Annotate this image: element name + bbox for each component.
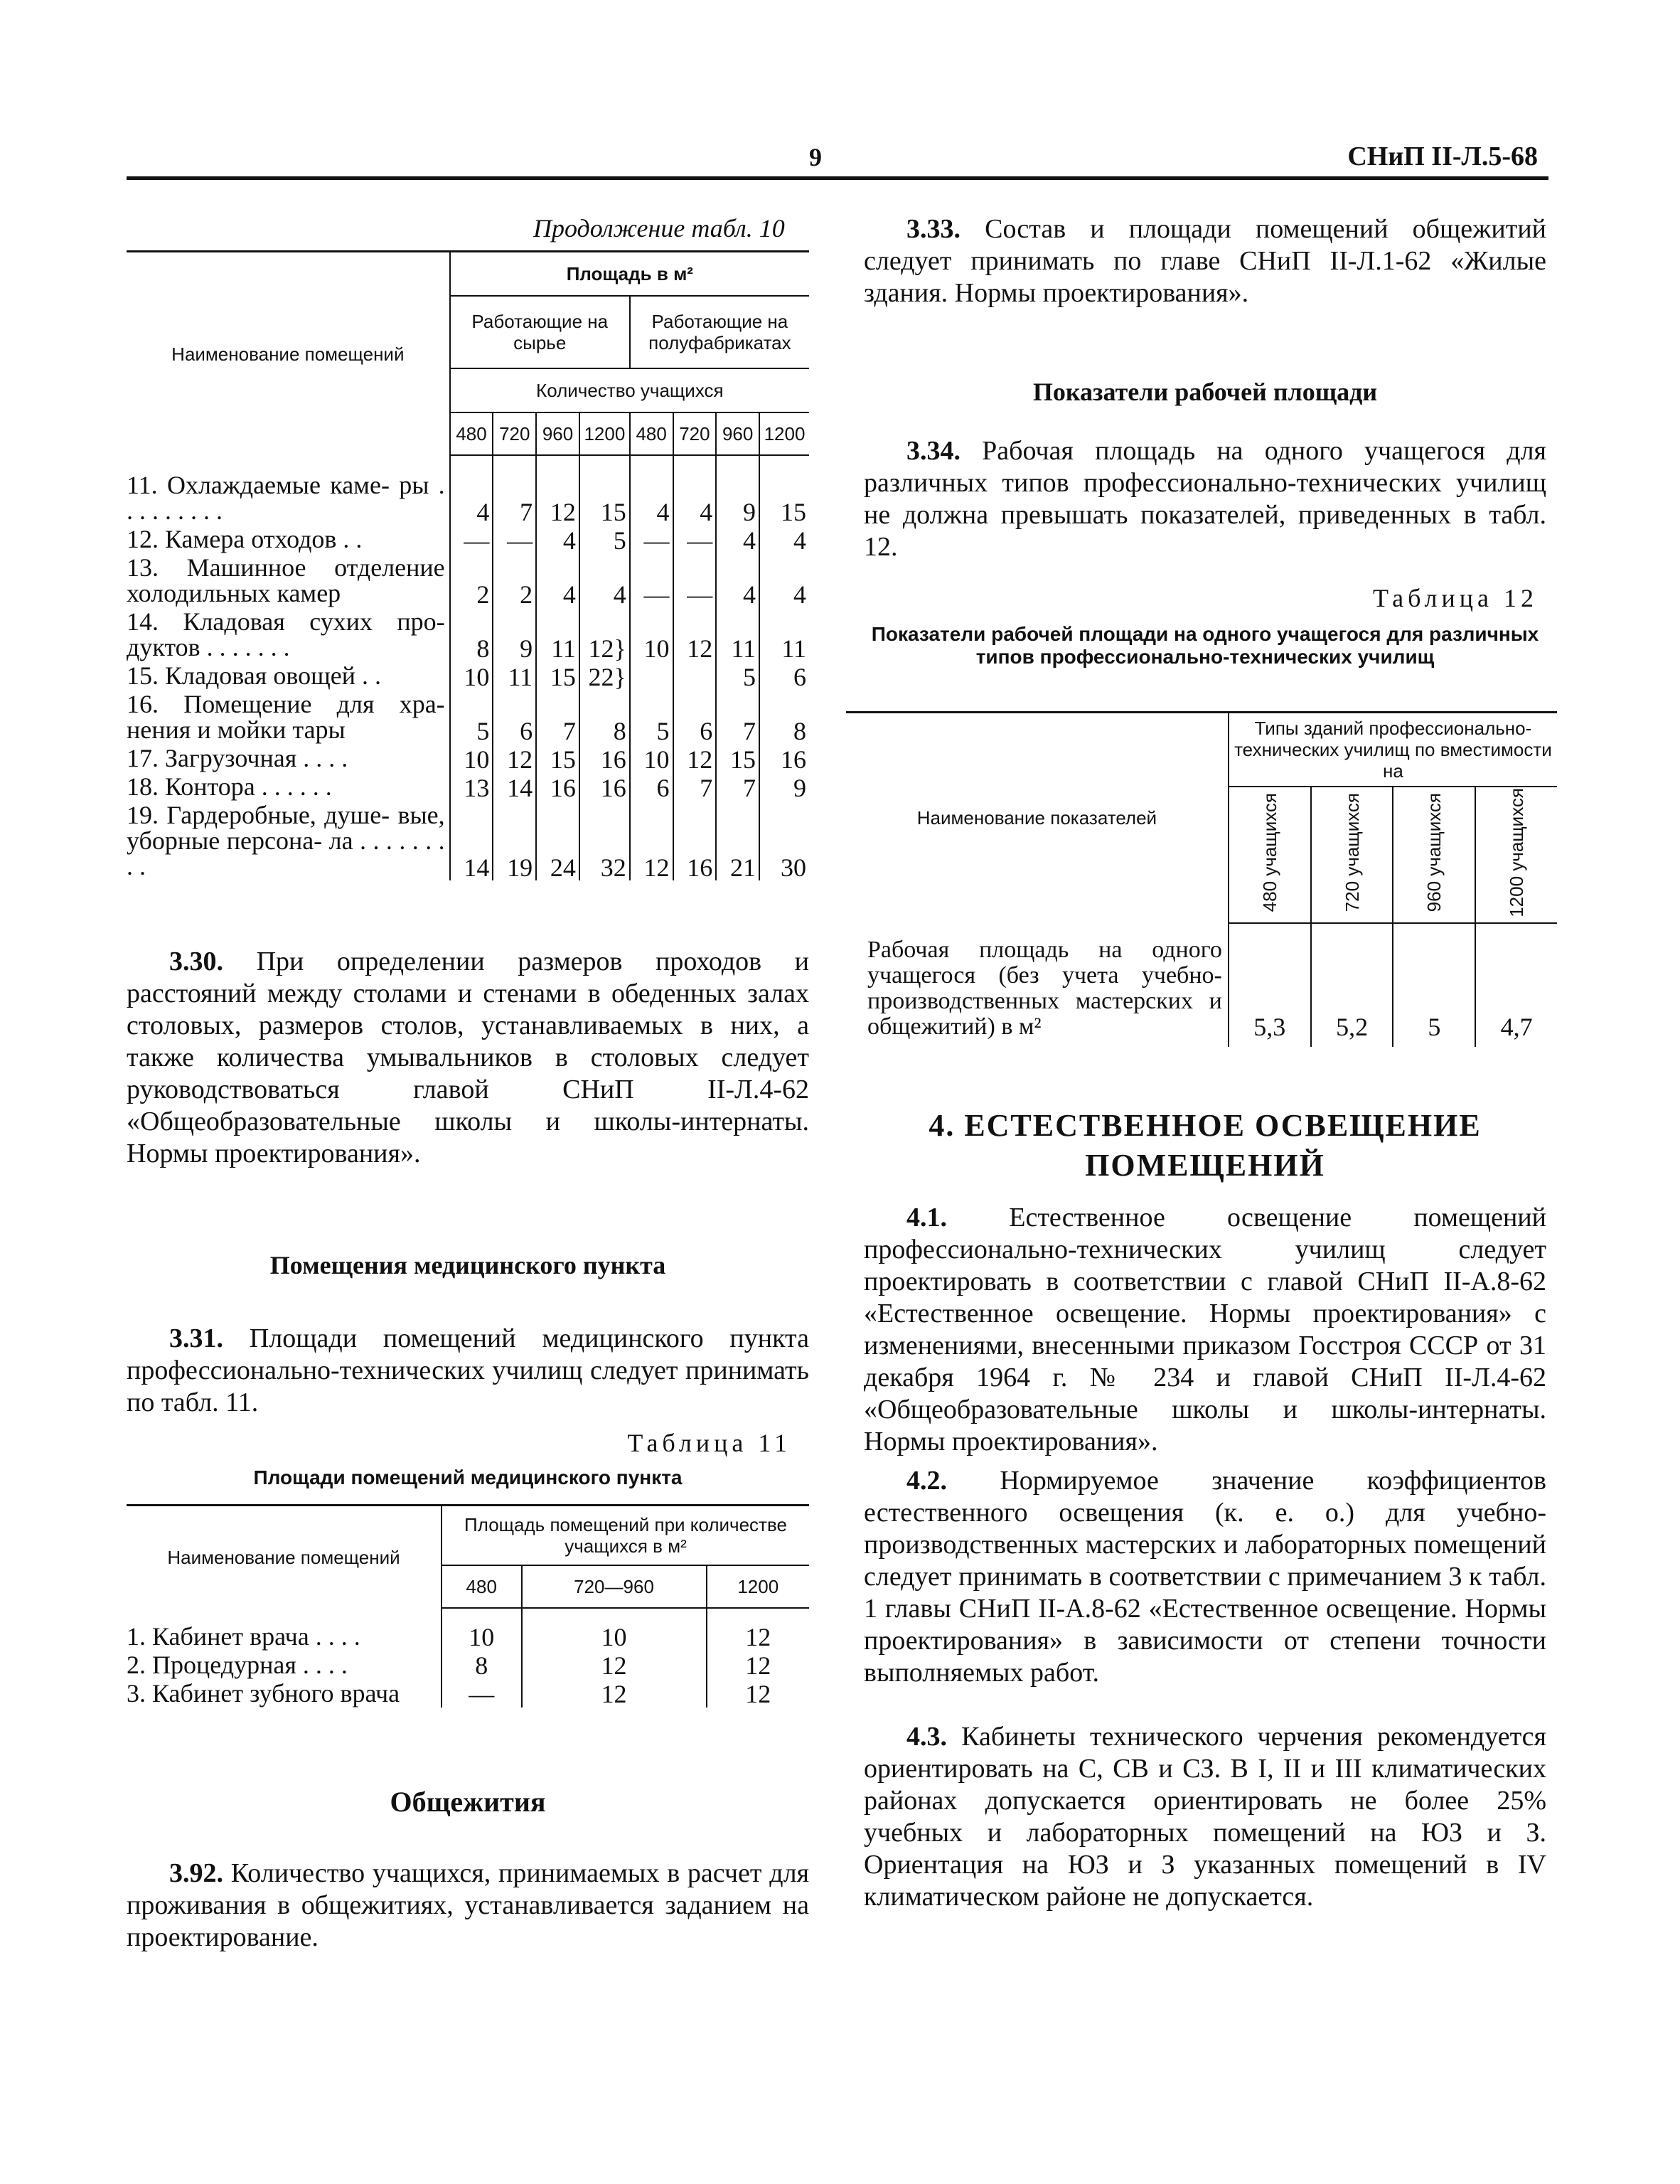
table10-value: 12 xyxy=(493,744,536,772)
table10-row-name: 19. Гардеробные, душе- вые, уборные персона- ла . . . . . . . . . xyxy=(127,801,445,880)
table10-value: 12} xyxy=(579,607,630,661)
table10-count: 960 xyxy=(536,412,579,455)
paragraph-4-2 xyxy=(864,1465,1546,1689)
paragraph-number: 3.30. xyxy=(169,947,223,976)
table10-value: 10 xyxy=(450,661,493,690)
table10-value: 4 xyxy=(630,455,673,525)
paragraph-3-31 xyxy=(127,1323,809,1419)
table10-value: 4 xyxy=(536,525,579,553)
table10-group1: Работающие на сырье xyxy=(450,296,630,368)
table10-value: 9 xyxy=(493,607,536,661)
table10-value: 4 xyxy=(716,553,759,607)
page-number: 9 xyxy=(809,143,822,171)
paragraph-text: Кабинеты технического черчения рекомендуется ориентировать на С, СВ и СЗ. В I, II и III климатических районах допускается ориентировать не более 25% учебных и лабораторных помещений на ЮЗ и З. Ориентация на ЮЗ и З указанных помещений в IV климатическом районе не допускается. xyxy=(864,1722,1546,1912)
table10-value: 5 xyxy=(716,661,759,690)
table10-value: 22} xyxy=(579,661,630,690)
section-4-title: 4. ЕСТЕСТВЕННОЕ ОСВЕЩЕНИЕ ПОМЕЩЕНИЙ xyxy=(929,1108,1482,1183)
paragraph-3-34 xyxy=(864,435,1546,563)
table10-count: 1200 xyxy=(579,412,630,455)
table11-area-header: Площадь помещений при количестве учащихся в м² xyxy=(442,1506,809,1566)
table12-col: 1200 учащихся xyxy=(1506,788,1528,917)
table-row xyxy=(127,553,809,607)
table10-value: 4 xyxy=(536,553,579,607)
paragraph-number: 3.31. xyxy=(169,1323,223,1353)
table10-value: 11 xyxy=(536,607,579,661)
table10-value: 11 xyxy=(759,607,809,661)
table10-value: — xyxy=(450,525,493,553)
table10-value: 15 xyxy=(759,455,809,525)
table12-value: 5 xyxy=(1393,923,1475,1047)
table10-value: 7 xyxy=(716,690,759,744)
table10-value xyxy=(673,661,717,690)
table10-value: 2 xyxy=(450,553,493,607)
table10-value: 21 xyxy=(716,801,759,880)
table10-row-name: 17. Загрузочная . . . . xyxy=(127,744,348,772)
table-row xyxy=(127,1679,809,1708)
table12-caption: Показатели рабочей площади на одного учащегося для различных типов профессионально-технических училищ xyxy=(871,623,1539,668)
table10-value: 10 xyxy=(450,744,493,772)
table10-continuation-caption: Продолжение табл. 10 xyxy=(533,214,785,243)
table-row xyxy=(127,661,809,690)
table10-value: 6 xyxy=(759,661,809,690)
table10-value: 12 xyxy=(673,607,717,661)
table10-value: 9 xyxy=(759,772,809,801)
table10-area-header: Площадь в м² xyxy=(450,252,809,297)
table10-value: 6 xyxy=(630,772,673,801)
table10-value: 4 xyxy=(759,553,809,607)
table10-value: 11 xyxy=(716,607,759,661)
table10-value: 15 xyxy=(536,661,579,690)
table12-col: 480 учащихся xyxy=(1258,793,1280,912)
paragraph-text: При определении размеров проходов и расстояний между столами и стенами в обеденных залах столовых, размеров столов, устанавливаемых в них, а также количества умывальников в столовых следует руководствоваться главой СНиП II-Л.4-62 «Общеобразовательные школы и школы-интернаты. Нормы проектирования». xyxy=(127,947,810,1168)
paragraph-text: Рабочая площадь на одного учащегося для различных типов профессионально-технических училищ не должна превышать показателей, приведенных в табл. 12. xyxy=(864,436,1547,562)
header-rule xyxy=(127,176,1548,180)
table11-row-name: 3. Кабинет зубного врача xyxy=(127,1679,400,1708)
table10 xyxy=(127,250,809,880)
section-title-work-area: Показатели рабочей площади xyxy=(1032,378,1378,406)
table12-value: 4,7 xyxy=(1475,923,1557,1047)
table10-value: 10 xyxy=(630,607,673,661)
table10-value: 8 xyxy=(579,690,630,744)
table10-group2: Работающие на полуфабрикатах xyxy=(630,296,809,368)
table11-col-name: Наименование помещений xyxy=(127,1506,442,1609)
table10-row-name: 13. Машинное отделение холодильных камер xyxy=(127,553,445,607)
table-row xyxy=(127,772,809,801)
table10-value: 12 xyxy=(630,801,673,880)
table10-value: 12 xyxy=(536,455,579,525)
paragraph-number: 4.1. xyxy=(906,1203,947,1232)
table11-row-name: 1. Кабинет врача . . . . xyxy=(127,1622,360,1651)
table-row xyxy=(127,690,809,744)
table10-value: — xyxy=(673,553,717,607)
table10-value: 10 xyxy=(630,744,673,772)
table10-value: 4 xyxy=(673,455,717,525)
paragraph-text: Площади помещений медицинского пункта профессионально-технических училищ следует принимать по табл. 11. xyxy=(127,1323,809,1417)
paragraph-number: 3.34. xyxy=(906,436,961,466)
table10-row-name: 14. Кладовая сухих про- дуктов . . . . . . . xyxy=(127,607,445,661)
table-row xyxy=(127,801,809,880)
paragraph-3-33 xyxy=(864,213,1546,309)
paragraph-3-30 xyxy=(127,946,809,1170)
table10-value: — xyxy=(630,553,673,607)
table12-col-name: Наименование показателей xyxy=(846,713,1229,923)
table10-count: 480 xyxy=(450,412,493,455)
table10-value: 5 xyxy=(579,525,630,553)
table10-value: 7 xyxy=(716,772,759,801)
table10-value: 7 xyxy=(673,772,717,801)
table10-value: 2 xyxy=(493,553,536,607)
table11-row-name: 2. Процедурная . . . . xyxy=(127,1651,348,1679)
table10-value: 4 xyxy=(579,553,630,607)
table11-value: 12 xyxy=(707,1651,809,1679)
table10-value: 19 xyxy=(493,801,536,880)
table10-value: — xyxy=(630,525,673,553)
table10-value: 5 xyxy=(630,690,673,744)
table11-value: 12 xyxy=(522,1679,707,1708)
paragraph-number: 4.3. xyxy=(906,1722,947,1752)
table12-label: Таблица 12 xyxy=(1373,584,1538,612)
table10-value: 16 xyxy=(579,772,630,801)
table11-value: 12 xyxy=(707,1608,809,1651)
table11-caption: Площади помещений медицинского пункта xyxy=(253,1466,683,1488)
table10-value: 8 xyxy=(450,607,493,661)
table11-value: — xyxy=(442,1679,522,1708)
paragraph-text: Количество учащихся, принимаемых в расчет для проживания в общежитиях, устанавливается заданием на проектирование. xyxy=(127,1858,810,1952)
table10-value: 5 xyxy=(450,690,493,744)
table12-col: 720 учащихся xyxy=(1341,793,1363,912)
table10-value: 4 xyxy=(450,455,493,525)
table10-value: 12 xyxy=(673,744,717,772)
table11-value: 10 xyxy=(442,1608,522,1651)
table11-value: 10 xyxy=(522,1608,707,1651)
table10-value: 4 xyxy=(759,525,809,553)
table11 xyxy=(127,1504,809,1708)
table10-value: 11 xyxy=(493,661,536,690)
table10-value: 16 xyxy=(536,772,579,801)
table10-row-name: 12. Камера отходов . . xyxy=(127,525,363,553)
table10-row-name: 18. Контора . . . . . . xyxy=(127,772,332,801)
table10-value: — xyxy=(493,525,536,553)
table10-value: — xyxy=(673,525,717,553)
table10-value: 16 xyxy=(673,801,717,880)
paragraph-number: 4.2. xyxy=(906,1466,947,1496)
table-row xyxy=(127,455,809,525)
table12-value: 5,3 xyxy=(1229,923,1311,1047)
table10-value: 14 xyxy=(450,801,493,880)
section-title-medical: Помещения медицинского пункта xyxy=(269,1251,666,1279)
table-row xyxy=(127,607,809,661)
table-row xyxy=(127,1608,809,1651)
table10-students-header: Количество учащихся xyxy=(450,368,809,412)
table11-count: 720—960 xyxy=(522,1565,707,1608)
document-code: СНиП II-Л.5-68 xyxy=(1347,142,1538,171)
table10-value: 7 xyxy=(493,455,536,525)
paragraph-number: 3.33. xyxy=(906,214,961,244)
paragraph-text: Состав и площади помещений общежитий следует принимать по главе СНиП II-Л.1-62 «Жилые здания. Нормы проектирования». xyxy=(864,214,1546,308)
table12 xyxy=(846,711,1557,1047)
table10-value: 32 xyxy=(579,801,630,880)
table10-value: 4 xyxy=(716,525,759,553)
table12-types-header: Типы зданий профессионально-технических училищ по вместимости на xyxy=(1229,713,1557,787)
table11-count: 480 xyxy=(442,1565,522,1608)
table11-count: 1200 xyxy=(707,1565,809,1608)
paragraph-4-3 xyxy=(864,1721,1546,1913)
table10-count: 480 xyxy=(630,412,673,455)
table10-value: 16 xyxy=(759,744,809,772)
table10-value: 24 xyxy=(536,801,579,880)
table11-value: 12 xyxy=(522,1651,707,1679)
table12-col: 960 учащихся xyxy=(1423,793,1445,912)
table-row xyxy=(127,744,809,772)
table10-value: 13 xyxy=(450,772,493,801)
table10-col-name: Наименование помещений xyxy=(127,252,450,456)
table10-count: 720 xyxy=(673,412,717,455)
table-row xyxy=(127,1651,809,1679)
table10-value: 8 xyxy=(759,690,809,744)
paragraph-text: Нормируемое значение коэффициентов естественного освещения (к. е. о.) для учебно-производственных мастерских и лабораторных помещений следует принимать в соответствии с примечанием 3 к табл. 1 главы СНиП II-А.8-62 «Естественное освещение. Нормы проектирования» в зависимости от степени точности выполняемых работ. xyxy=(864,1466,1546,1688)
table12-row-name: Рабочая площадь на одного учащегося (без учета учебно-производственных мастерских и общежитий) в м² xyxy=(867,936,1222,1040)
table-row xyxy=(127,525,809,553)
table10-value: 15 xyxy=(536,744,579,772)
paragraph-number: 3.92. xyxy=(169,1858,223,1888)
table10-value: 16 xyxy=(579,744,630,772)
table10-value: 9 xyxy=(716,455,759,525)
table11-label: Таблица 11 xyxy=(627,1429,791,1457)
table10-row-name: 11. Охлаждаемые каме- ры . . . . . . . . . xyxy=(127,471,445,525)
table10-value: 6 xyxy=(493,690,536,744)
table11-value: 12 xyxy=(707,1679,809,1708)
table10-count: 720 xyxy=(493,412,536,455)
table10-value: 7 xyxy=(536,690,579,744)
table10-count: 960 xyxy=(716,412,759,455)
table10-count: 1200 xyxy=(759,412,809,455)
section-title-dorms: Общежития xyxy=(390,1786,546,1818)
paragraph-4-1 xyxy=(864,1202,1546,1458)
table10-value: 15 xyxy=(579,455,630,525)
table10-value: 14 xyxy=(493,772,536,801)
table12-value: 5,2 xyxy=(1311,923,1393,1047)
table11-value: 8 xyxy=(442,1651,522,1679)
table10-value xyxy=(630,661,673,690)
table10-value: 30 xyxy=(759,801,809,880)
table10-value: 6 xyxy=(673,690,717,744)
table10-value: 15 xyxy=(716,744,759,772)
table10-row-name: 16. Помещение для хра- нения и мойки тары xyxy=(127,690,445,744)
paragraph-3-92 xyxy=(127,1858,809,1954)
paragraph-text: Естественное освещение помещений профессионально-технических училищ следует проектировать в соответствии с главой СНиП II-А.8-62 «Естественное освещение. Нормы проектирования» с изменениями, внесенными приказом Госстроя СССР от 31 декабря 1964 г. № 234 и главой СНиП II-Л.4-62 «Общеобразовательные школы и школы-интернаты. Нормы проектирования». xyxy=(864,1203,1547,1456)
table10-row-name: 15. Кладовая овощей . . xyxy=(127,661,382,690)
